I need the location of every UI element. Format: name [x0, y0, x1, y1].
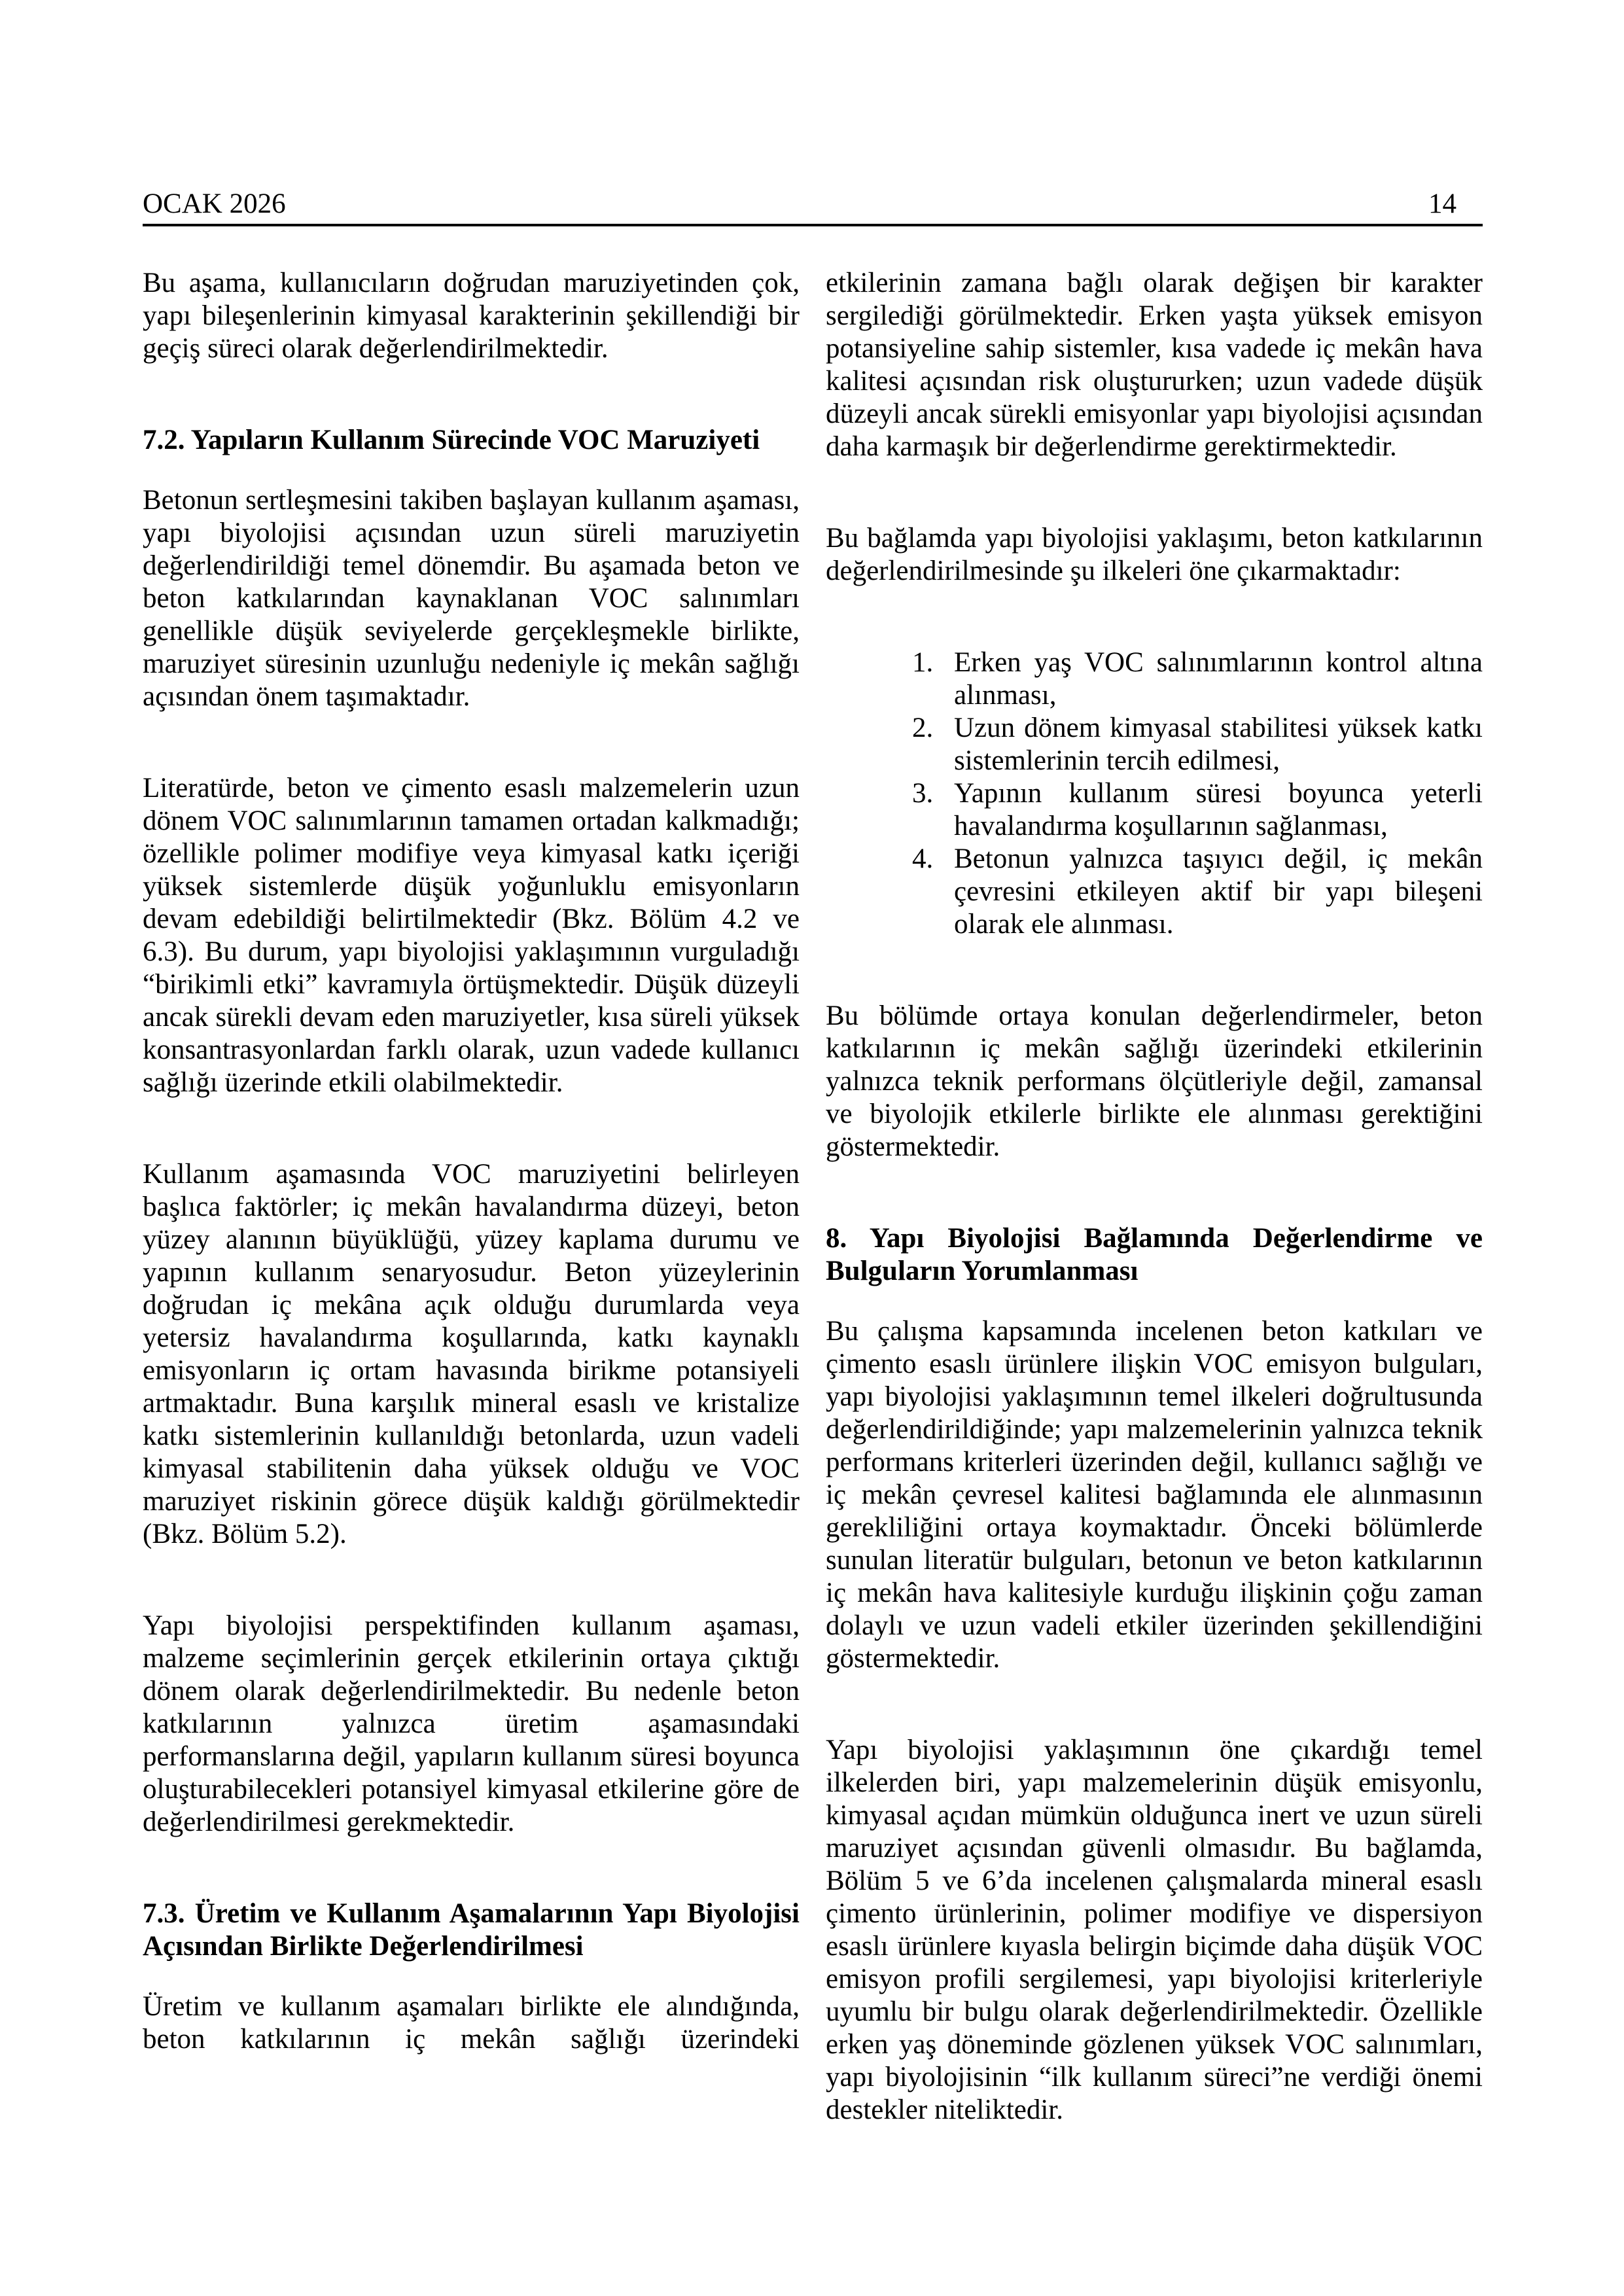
list-item-3 [826, 777, 1483, 843]
left-column [143, 267, 800, 2185]
list-item-4-number: 4. [912, 843, 934, 874]
header-date: OCAK 2026 [143, 188, 286, 219]
paragraph-combined-evaluation-start: Üretim ve kullanım aşamaları birlikte ele alındığında, beton katkılarının iç mekân sağlığı üzerindeki [143, 1991, 800, 2055]
section-heading-7-2: 7.2. Yapıların Kullanım Sürecinde VOC Maruziyeti [143, 425, 760, 455]
paragraph-literature-long-term: Literatürde, beton ve çimento esaslı malzemelerin uzun dönem VOC salınımlarının tamamen ortadan kalkmadığı; özellikle polimer modifiye veya kimyasal katkı içeriği yüksek sistemlerde düşük yoğunluklu emisyonların devam edebildiği belirtilmektedir (Bkz. Bölüm 4.2 ve 6.3). Bu durum, yapı biyolojisi yaklaşımının vurguladığı “birikimli etki” kavramıyla örtüşmektedir. Düşük düzeyli ancak sürekli devam eden maruziyetler, kısa süreli yüksek konsantrasyonlardan farklı olarak, uzun vadede kullanıcı sağlığı üzerinde etkili olabilmektedir. [143, 773, 800, 1098]
paragraph-use-phase: Betonun sertleşmesini takiben başlayan kullanım aşaması, yapı biyolojisi açısından uzun süreli maruziyetin değerlendirildiği temel dönemdir. Bu aşamada beton ve beton katkılarından kaynaklanan VOC salınımları genellikle düşük seviyelerde gerçekleşmekle birlikte, maruziyet süresinin uzunluğu nedeniyle iç mekân sağlığı açısından önem taşımaktadır. [143, 485, 800, 712]
list-item-1 [826, 646, 1483, 712]
list-item-3-text: Yapının kullanım süresi boyunca yeterli havalandırma koşullarının sağlanması, [954, 778, 1483, 841]
paragraph-section-conclusion: Bu bölümde ortaya konulan değerlendirmeler, beton katkılarının iç mekân sağlığı üzerindeki etkilerinin yalnızca teknik performans ölçütleriyle değil, zamansal ve biyolojik etkilerle birlikte ele alınması gerektiğini göstermektedir. [826, 1000, 1483, 1162]
paragraph-building-biology-perspective: Yapı biyolojisi perspektifinden kullanım aşaması, malzeme seçimlerinin gerçek etkilerinin ortaya çıktığı dönem olarak değerlendirilmektedir. Bu nedenle beton katkılarının yalnızca üretim aşamasındaki performanslarına değil, yapıların kullanım süresi boyunca oluşturabilecekleri potansiyel kimyasal etkilerine göre de değerlendirilmesi gerekmektedir. [143, 1610, 800, 1837]
paragraph-findings-evaluation: Bu çalışma kapsamında incelenen beton katkıları ve çimento esaslı ürünlere ilişkin VOC emisyon bulguları, yapı biyolojisi yaklaşımının temel ilkeleri doğrultusunda değerlendirildiğinde; yapı malzemelerinin yalnızca teknik performans kriterleri üzerinden değil, kullanıcı sağlığı ve iç mekân çevresel kalitesi bağlamında ele alınmasının gerekliliğini ortaya koymaktadır. Önceki bölümlerde sunulan literatür bulguları, betonun ve beton katkılarının iç mekân hava kalitesiyle kurduğu ilişkinin çoğu zaman dolaylı ve uzun vadeli etkiler üzerinden şekillendiğini göstermektedir. [826, 1316, 1483, 1674]
page-number: 14 [1428, 188, 1456, 219]
list-item-3-number: 3. [912, 778, 934, 809]
paragraph-exposure-factors: Kullanım aşamasında VOC maruziyetini belirleyen başlıca faktörler; iç mekân havalandırma düzeyi, beton yüzey alanının büyüklüğü, yüzey kaplama durumu ve yapının kullanım senaryosudur. Beton yüzeylerinin doğrudan iç mekâna açık olduğu durumlarda veya yetersiz havalandırma koşullarında, katkı kaynaklı emisyonların iç ortam havasında birikme potansiyeli artmaktadır. Buna karşılık mineral esaslı ve kristalize katkı sistemlerinin kullanıldığı betonlarda, uzun vadeli kimyasal stabilitenin daha yüksek olduğu ve VOC maruziyet riskinin görece düşük kaldığı görülmektedir (Bkz. Bölüm 5.2). [143, 1159, 800, 1549]
list-item-2 [826, 712, 1483, 777]
right-column [826, 267, 1483, 2185]
paragraph-principles-intro: Bu bağlamda yapı biyolojisi yaklaşımı, beton katkılarının değerlendirilmesinde şu ilkeleri öne çıkarmaktadır: [826, 523, 1483, 586]
list-item-1-number: 1. [912, 647, 934, 678]
paragraph-time-dependent-character: etkilerinin zamana bağlı olarak değişen bir karakter sergilediği görülmektedir. Erken yaşta yüksek emisyon potansiyeline sahip sistemler, kısa vadede iç mekân hava kalitesi açısından risk oluştururken; uzun vadede düşük düzeyli ancak sürekli emisyonlar yapı biyolojisi açısından daha karmaşık bir değerlendirme gerektirmektedir. [826, 268, 1483, 462]
two-column-body [143, 267, 1483, 2185]
list-item-4 [826, 843, 1483, 941]
list-item-2-text: Uzun dönem kimyasal stabilitesi yüksek katkı sistemlerinin tercih edilmesi, [954, 713, 1483, 776]
header-rule [143, 224, 1483, 226]
page-header [143, 188, 1483, 220]
list-item-2-number: 2. [912, 713, 934, 743]
paragraph-transition-process: Bu aşama, kullanıcıların doğrudan maruziyetinden çok, yapı bileşenlerinin kimyasal karakterinin şekillendiği bir geçiş süreci olarak değerlendirilmektedir. [143, 268, 800, 364]
principles-numbered-list [826, 646, 1483, 941]
paragraph-low-emission-principle: Yapı biyolojisi yaklaşımının öne çıkardığı temel ilkelerden biri, yapı malzemelerinin düşük emisyonlu, kimyasal açıdan mümkün olduğunca inert ve uzun süreli maruziyet açısından güvenli olmasıdır. Bu bağlamda, Bölüm 5 ve 6’da incelenen çalışmalarda mineral esaslı çimento ürünlerinin, polimer modifiye ve dispersiyon esaslı ürünlere kıyasla belirgin biçimde daha düşük VOC emisyon profili sergilemesi, yapı biyolojisi kriterleriyle uyumlu bir bulgu olarak değerlendirilmektedir. Özellikle erken yaş döneminde gözlenen yüksek VOC salınımları, yapı biyolojisinin “ilk kullanım süreci”ne verdiği önemi destekler niteliktedir. [826, 1735, 1483, 2125]
section-heading-8: 8. Yapı Biyolojisi Bağlamında Değerlendirme ve Bulguların Yorumlanması [826, 1223, 1483, 1286]
list-item-1-text: Erken yaş VOC salınımlarının kontrol altına alınması, [954, 647, 1483, 711]
list-item-4-text: Betonun yalnızca taşıyıcı değil, iç mekân çevresini etkileyen aktif bir yapı bileşeni olarak ele alınması. [954, 843, 1483, 940]
section-heading-7-3: 7.3. Üretim ve Kullanım Aşamalarının Yapı Biyolojisi Açısından Birlikte Değerlendirilmesi [143, 1898, 800, 1962]
